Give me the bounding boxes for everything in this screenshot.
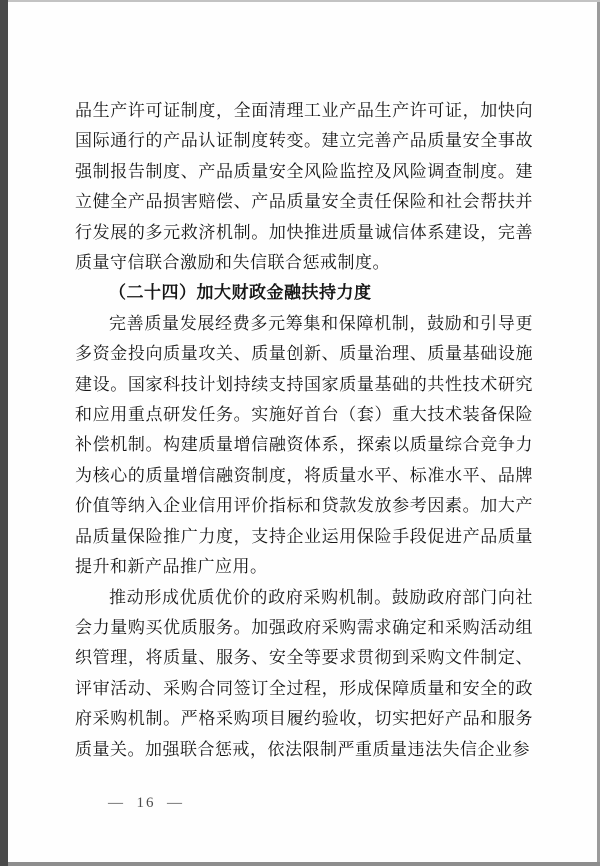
section-heading-24: （二十四）加大财政金融扶持力度: [109, 283, 372, 303]
paragraph-continuation: 品生产许可证制度，全面清理工业产品生产许可证，加快向国际通行的产品认证制度转变。建立完善产品质量安全事故强制报告制度、产品质量安全风险监控及风险调查制度。建立健全产品损害赔偿、产品质量安全责任保险和社会帮扶并行发展的多元救济机制。加快推进质量诚信体系建设，完善质量守信联合激励和失信联合惩戒制度。: [75, 101, 533, 273]
paragraph-government-procurement: 推动形成优质优价的政府采购机制。鼓励政府部门向社会力量购买优质服务。加强政府采购需求确定和采购活动组织管理，将质量、服务、安全等要求贯彻到采购文件制定、评审活动、采购合同签订全过程，形成保障质量和安全的政府采购机制。严格采购项目履约验收，切实把好产品和服务质量关。加强联合惩戒，依法限制严重质量违法失信企业参: [75, 587, 533, 759]
page-number: — 16 —: [108, 795, 184, 811]
page-scan-edge-bottom: [8, 862, 600, 866]
paragraph-finance-support: 完善质量发展经费多元筹集和保障机制，鼓励和引导更多资金投向质量攻关、质量创新、质量治理、质量基础设施建设。国家科技计划持续支持国家质量基础的共性技术研究和应用重点研发任务。实施好首台（套）重大技术装备保险补偿机制。构建质量增信融资体系，探索以质量综合竞争力为核心的质量增信融资制度，将质量水平、标准水平、品牌价值等纳入企业信用评价指标和贷款发放参考因素。加大产品质量保险推广力度，支持企业运用保险手段促进产品质量提升和新产品推广应用。: [75, 313, 533, 577]
page-scan-edge-left: [0, 0, 8, 866]
page-scan-edge-top: [8, 0, 600, 2]
page-content: [75, 96, 533, 765]
page-footer: [85, 778, 184, 829]
